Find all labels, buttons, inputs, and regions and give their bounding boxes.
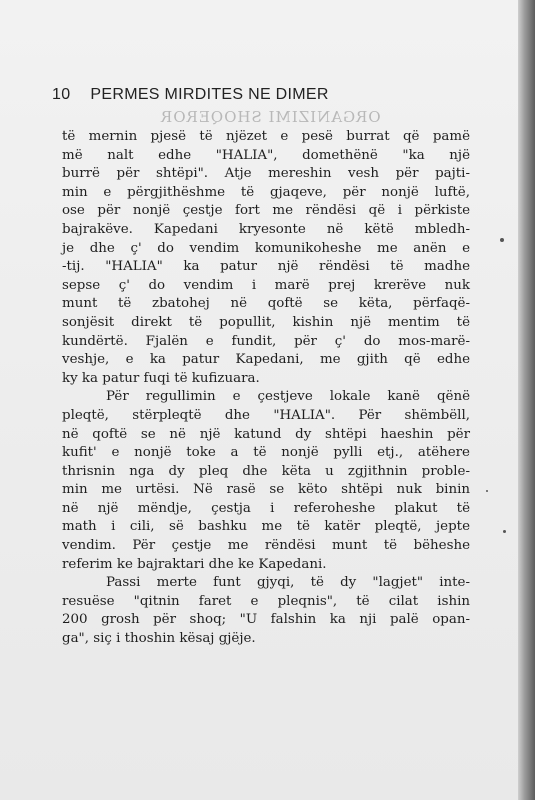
paragraph xyxy=(62,388,470,574)
running-title: PERMES MIRDITES NE DIMER xyxy=(90,86,329,103)
text-line: veshje, e ka patur Kapedani, me gjith që edhe xyxy=(62,352,470,368)
text-line: kundërtë. Fjalën e fundit, për ç' do mos-marë- xyxy=(62,333,470,349)
running-header xyxy=(52,86,472,104)
paper-speck xyxy=(486,490,488,492)
text-line: pleqtë, stërpleqtë dhe "HALIA". Për shëmbëll, xyxy=(62,407,470,423)
text-line: ga", siç i thoshin kësaj gjëje. xyxy=(62,631,256,647)
paragraph xyxy=(62,574,470,648)
text-line: kufit' e nonjë toke a të nonjë pylli etj., atëhere xyxy=(62,445,470,461)
text-line: je dhe ç' do vendim komunikoheshe me anën e xyxy=(62,240,470,256)
text-line: Passi merte funt gjyqi, të dy "lagjet" inte- xyxy=(106,575,470,591)
text-line: -tij. "HALIA" ka patur një rëndësi të madhe xyxy=(62,259,470,275)
text-line: 200 grosh për shoq; "U falshin ka nji palë opan- xyxy=(62,612,470,628)
body-text xyxy=(62,128,470,649)
text-line: math i cili, së bashku me të katër pleqtë, jepte xyxy=(62,519,470,535)
text-line: bajrakëve. Kapedani kryesonte në këtë mbledh- xyxy=(62,221,470,237)
text-line: thrisnin nga dy pleq dhe këta u zgjithnin proble- xyxy=(62,463,470,479)
text-line: ky ka patur fuqi të kufizuara. xyxy=(62,370,260,386)
text-line: në një mëndje, çestja i referoheshe plakut të xyxy=(62,500,470,516)
text-line: sonjësit direkt të popullit, kishin një mentim të xyxy=(62,314,470,330)
text-line: min e përgjithëshme të gjaqeve, për nonjë luftë, xyxy=(62,184,470,200)
text-line: referim ke bajraktari dhe ke Kapedani. xyxy=(62,556,327,572)
text-line: Për regullimin e çestjeve lokale kanë qënë xyxy=(106,389,470,405)
book-spine-edge xyxy=(518,0,535,800)
text-line: min me urtësi. Në rasë se këto shtëpi nuk binin xyxy=(62,482,470,498)
text-line: resuëse "qitnin faret e pleqnis", të cilat ishin xyxy=(62,593,470,609)
text-line: sepse ç' do vendim i marë prej krerëve nuk xyxy=(62,277,470,293)
bleed-through-text: ORGANIZIMI SHOQEROR xyxy=(160,108,381,126)
page-number: 10 xyxy=(52,86,71,103)
text-line: munt të zbatohej në qoftë se këta, përfaqë- xyxy=(62,296,470,312)
paper-speck xyxy=(500,238,504,242)
text-line: vendim. Për çestje me rëndësi munt të bëheshe xyxy=(62,538,470,554)
text-line: më nalt edhe "HALIA", domethënë "ka një xyxy=(62,147,470,163)
text-line: në qoftë se në një katund dy shtëpi haeshin për xyxy=(62,426,470,442)
text-line: ose për nonjë çestje fort me rëndësi që i përkiste xyxy=(62,203,470,219)
paper-speck xyxy=(503,530,506,533)
text-line: të mernin pjesë të njëzet e pesë burrat që pamë xyxy=(62,129,470,144)
paragraph xyxy=(62,128,470,388)
text-line: burrë për shtëpi". Atje mereshin vesh për pajti- xyxy=(62,166,470,182)
